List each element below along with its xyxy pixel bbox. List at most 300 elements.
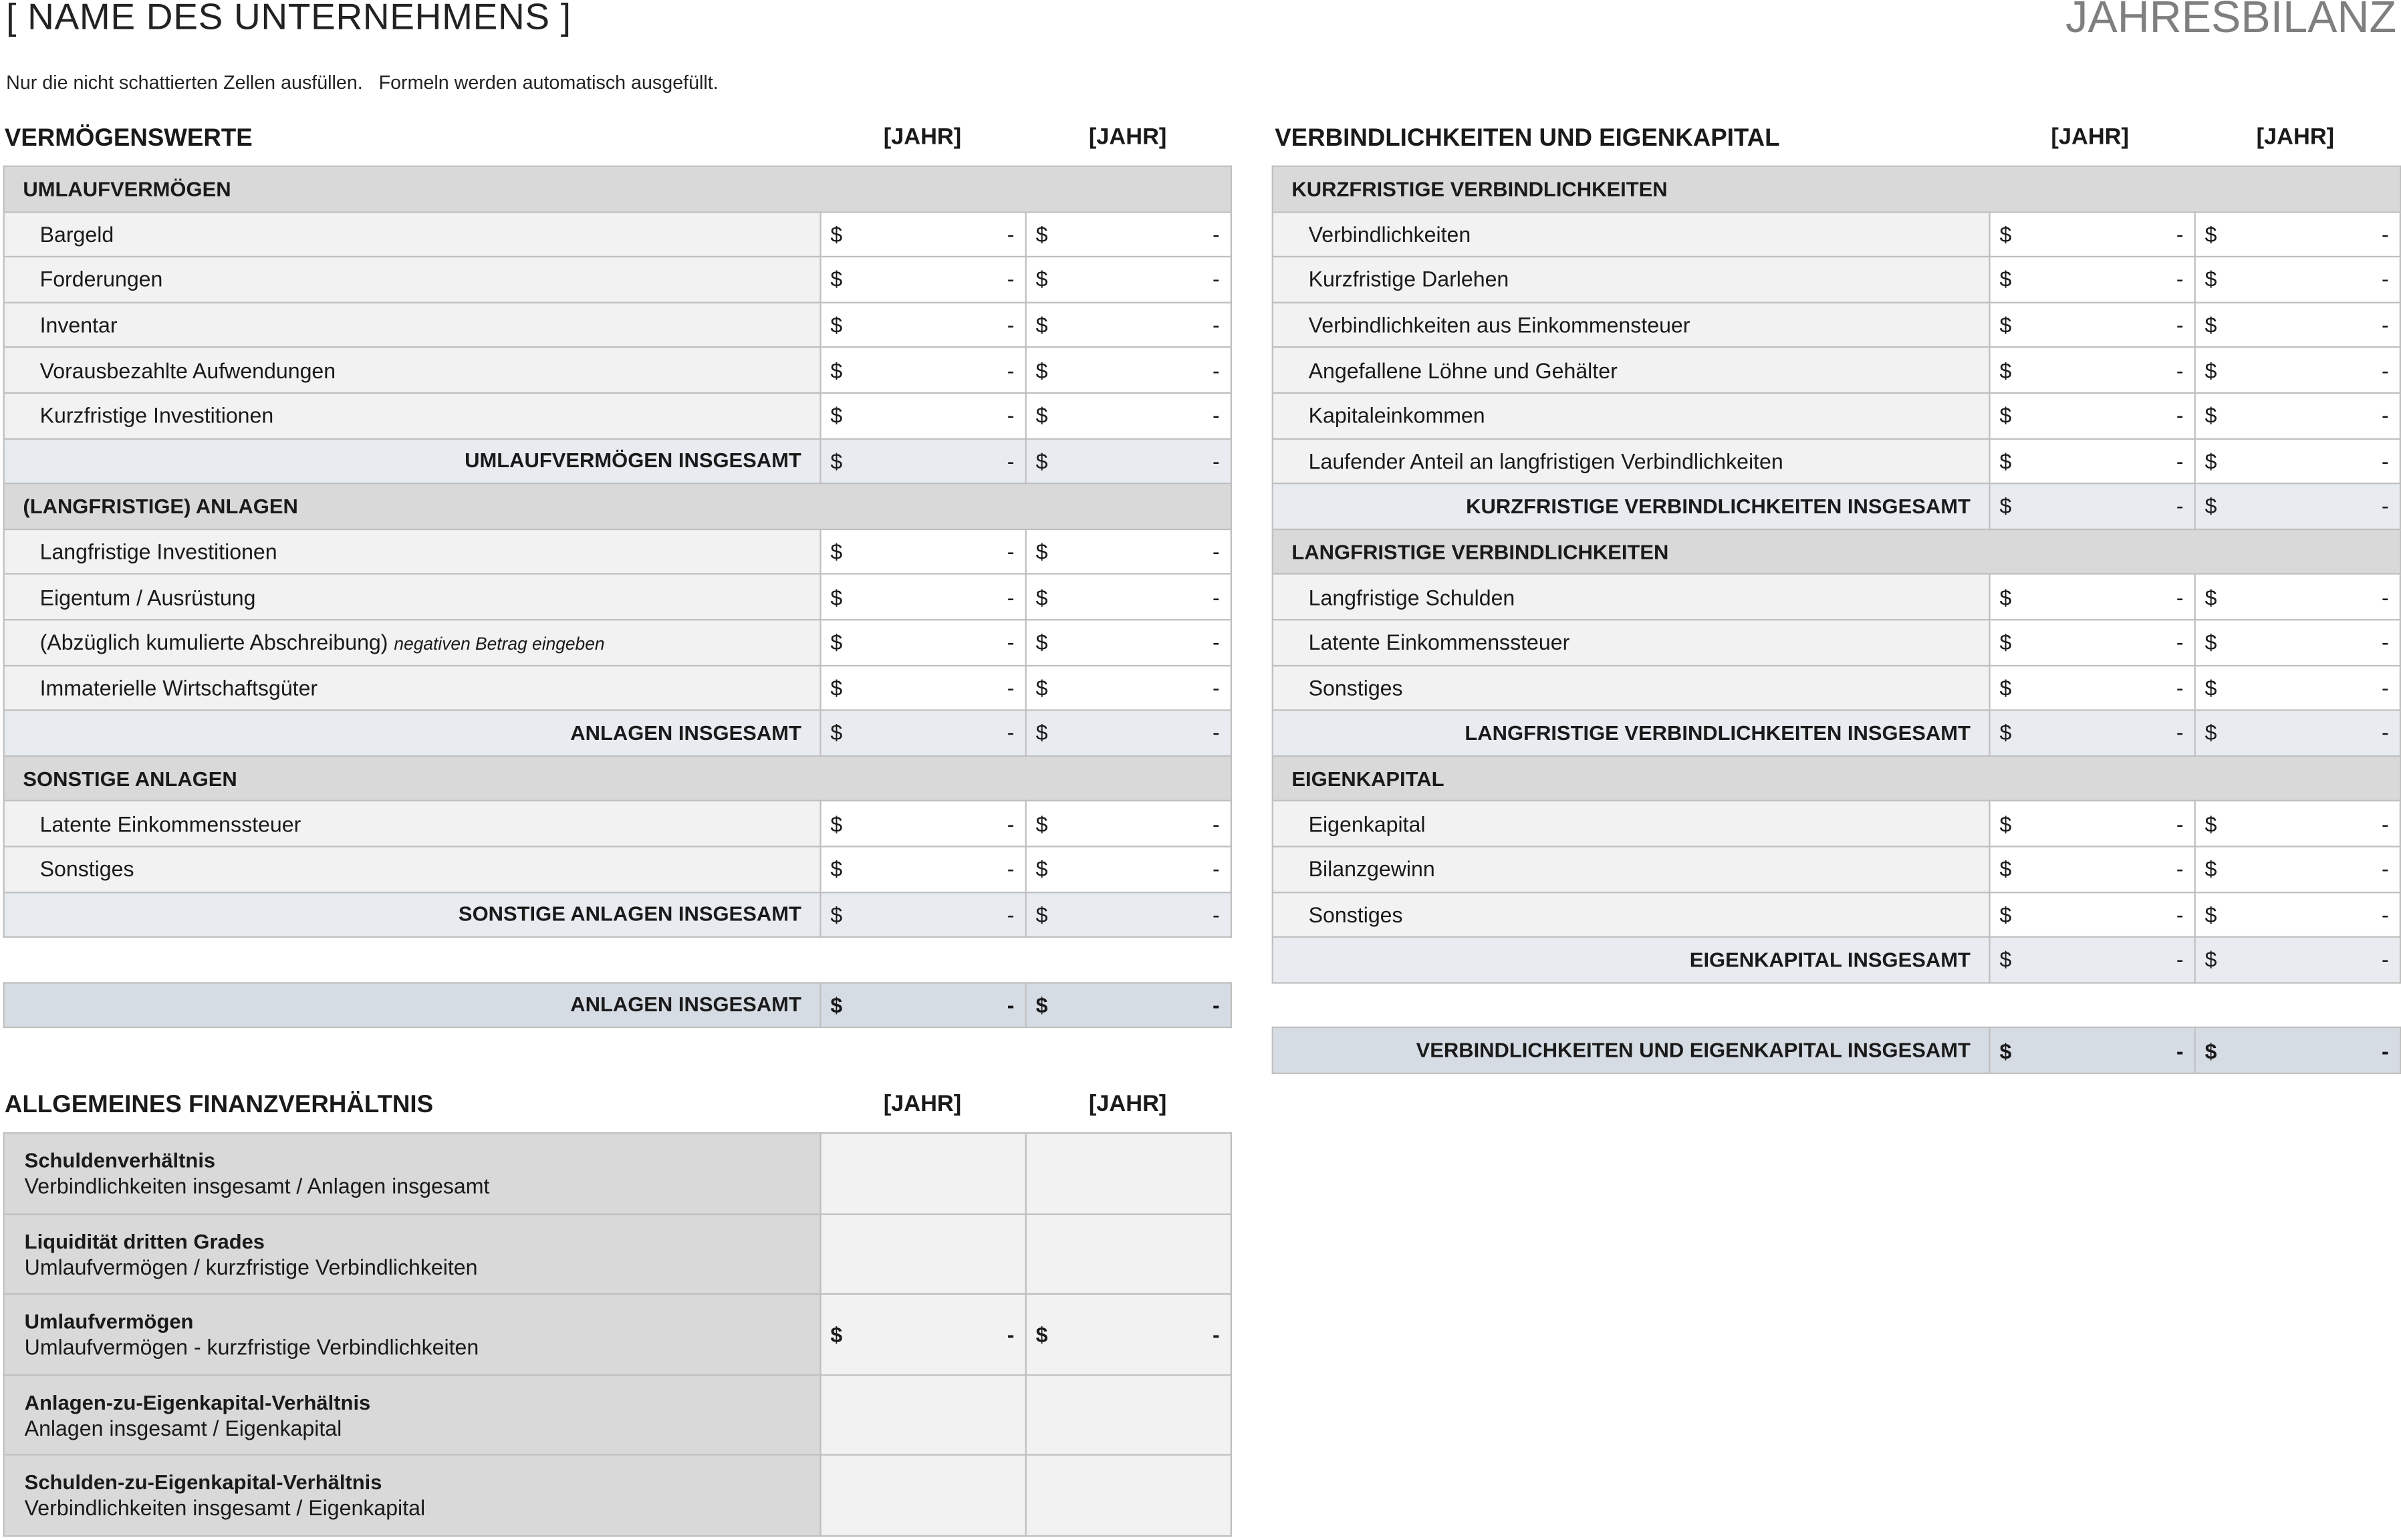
currency-symbol: $ [830,267,843,292]
year-1-amount[interactable] [821,846,1026,892]
amount-value: - [2176,494,2184,519]
amount-value: - [1212,267,1220,292]
currency-symbol: $ [830,856,843,882]
row-label-text: Langfristige Investitionen [39,539,277,564]
currency-symbol: $ [830,539,843,564]
currency-symbol: $ [1035,312,1048,338]
row-label-text: Latente Einkommenssteuer [39,811,301,836]
amount-value: - [2176,222,2184,247]
year-2-amount[interactable] [1026,620,1231,665]
amount-value: - [2176,947,2184,973]
currency-symbol: $ [1999,584,2012,610]
year-1-amount[interactable] [821,302,1026,348]
currency-symbol: $ [1035,630,1048,655]
subtotal-row-equity [1273,937,2400,983]
row-label-text: Angefallene Löhne und Gehälter [1308,358,1618,383]
row-label-text: KURZFRISTIGE VERBINDLICHKEITEN INSGESAMT [1466,495,1971,518]
ratio-value: - [1212,1321,1220,1347]
liabilities-year-2[interactable]: [JAHR] [2256,124,2335,150]
amount-value: - [2382,358,2389,383]
row-label-text: Kurzfristige Investitionen [39,403,274,428]
ratio-value-year-2 [1026,1133,1231,1213]
liabilities-title: VERBINDLICHKEITEN UND EIGENKAPITAL [1275,125,1780,152]
group-header-other [4,756,1231,801]
group-header-longterm [1273,529,2400,574]
ratio-label [4,1133,821,1213]
ratios-year-2[interactable]: [JAHR] [1088,1091,1167,1118]
subtotal-row-current [1273,484,2400,529]
row-label-text: UMLAUFVERMÖGEN INSGESAMT [465,449,801,473]
line-item-row [1273,801,2400,846]
row-label [4,212,821,257]
ratio-value-year-2 [1026,1374,1231,1454]
year-2-amount[interactable] [2195,302,2400,348]
year-1-amount[interactable] [1990,711,2195,756]
amount-value: - [2176,675,2184,700]
currency-symbol: $ [1999,1038,2012,1063]
year-2-amount[interactable] [1026,711,1231,756]
row-label-text: Laufender Anteil an langfristigen Verbindlichkeiten [1308,448,1783,473]
currency-symbol: $ [1999,947,2012,973]
amount-value: - [2382,675,2389,700]
ratio-value-year-1 [821,1214,1026,1294]
ratio-formula: Umlaufvermögen / kurzfristige Verbindlichkeiten [24,1254,478,1279]
currency-symbol: $ [1999,267,2012,292]
year-2-amount[interactable] [2195,257,2400,302]
ratio-label [4,1455,821,1535]
currency-symbol: $ [1999,721,2012,746]
liabilities-year-1[interactable]: [JAHR] [2051,124,2129,150]
row-label-text: Inventar [39,312,118,338]
year-1-amount[interactable] [1990,846,2195,892]
amount-value: - [2382,312,2389,338]
year-2-amount[interactable] [1026,801,1231,846]
year-1-amount[interactable] [821,801,1026,846]
ratio-value-year-2 [1026,1294,1231,1374]
instructions-text: Nur die nicht schattierten Zellen ausfüllen. Formeln werden automatisch ausgefüllt. [6,72,719,94]
group-header-label: EIGENKAPITAL [1273,756,2400,801]
currency-symbol: $ [2204,358,2217,383]
year-1-amount[interactable] [1990,348,2195,393]
year-2-amount[interactable] [1026,302,1231,348]
line-item-row [4,846,1231,892]
amount-value: - [1007,811,1015,836]
amount-value: - [1007,222,1015,247]
row-label [4,529,821,574]
group-header-label: SONSTIGE ANLAGEN [4,756,1231,801]
row-label [1273,846,1990,892]
line-item-row [1273,393,2400,438]
row-label [4,302,821,348]
line-item-row [1273,574,2400,620]
currency-symbol: $ [1035,448,1048,473]
amount-value: - [2382,856,2389,882]
year-1-amount[interactable] [821,892,1026,937]
currency-symbol: $ [1035,993,1048,1018]
row-label [4,983,821,1028]
assets-table [3,166,1232,1029]
row-label-text: Forderungen [39,267,163,292]
row-label [4,257,821,302]
row-note: negativen Betrag eingeben [394,636,605,655]
row-label [1273,1028,1990,1073]
line-item-row [4,393,1231,438]
year-1-amount[interactable] [821,393,1026,438]
row-label-text: Langfristige Schulden [1308,584,1515,610]
row-label-text: (Abzüglich kumulierte Abschreibung) [39,630,388,655]
line-item-row [4,529,1231,574]
row-label-text: Bargeld [39,222,114,247]
group-header-current [4,166,1231,212]
year-1-amount[interactable] [1990,892,2195,937]
currency-symbol: $ [1999,494,2012,519]
year-2-amount[interactable] [1026,983,1231,1028]
row-label [1273,302,1990,348]
group-header-label: UMLAUFVERMÖGEN [4,166,1231,212]
year-2-amount[interactable] [2195,620,2400,665]
ratio-name: Liquidität dritten Grades [24,1230,265,1253]
year-1-amount[interactable] [1990,801,2195,846]
currency-symbol: $ [2204,675,2217,700]
line-item-row [4,574,1231,620]
ratios-title: ALLGEMEINES FINANZVERHÄLTNIS [4,1092,434,1119]
liabilities-table [1272,166,2401,1074]
row-label-text: ANLAGEN INSGESAMT [570,993,801,1017]
currency-symbol: $ [1035,856,1048,882]
amount-value: - [1007,584,1015,610]
amount-value: - [1212,902,1220,927]
year-2-amount[interactable] [2195,846,2400,892]
currency-symbol: $ [1999,222,2012,247]
row-label [1273,665,1990,711]
amount-value: - [1212,584,1220,610]
currency-symbol: $ [1035,721,1048,746]
year-1-amount[interactable] [1990,393,2195,438]
currency-symbol: $ [830,222,843,247]
row-label [4,846,821,892]
line-item-row [4,620,1231,665]
year-2-amount[interactable] [1026,892,1231,937]
currency-symbol: $ [830,403,843,428]
row-label [1273,892,1990,937]
liabilities-grand-total-row [1273,1028,2400,1073]
year-2-amount[interactable] [2195,484,2400,529]
currency-symbol: $ [2204,494,2217,519]
currency-symbol: $ [830,675,843,700]
amount-value: - [2176,403,2184,428]
year-1-amount[interactable] [1990,257,2195,302]
document-title: JAHRESBILANZ [2065,0,2397,43]
line-item-row [1273,348,2400,393]
line-item-row [1273,665,2400,711]
amount-value: - [2382,448,2389,473]
year-1-amount[interactable] [821,438,1026,484]
year-1-amount[interactable] [821,212,1026,257]
row-label [1273,212,1990,257]
amount-value: - [2176,584,2184,610]
currency-symbol: $ [1035,902,1048,927]
year-1-amount[interactable] [821,348,1026,393]
currency-symbol: $ [1035,539,1048,564]
row-label [4,892,821,937]
row-label-text: Verbindlichkeiten [1308,222,1471,247]
currency-symbol: $ [2204,267,2217,292]
row-label-text: VERBINDLICHKEITEN UND EIGENKAPITAL INSGESAMT [1416,1039,1971,1062]
row-label [1273,620,1990,665]
currency-symbol: $ [2204,222,2217,247]
year-1-amount[interactable] [821,665,1026,711]
year-2-amount[interactable] [1026,212,1231,257]
row-label-text: Latente Einkommenssteuer [1308,630,1570,655]
ratio-row [4,1133,1231,1213]
line-item-row [1273,620,2400,665]
year-2-amount[interactable] [1026,348,1231,393]
line-item-row [1273,438,2400,484]
ratio-value-year-2 [1026,1455,1231,1535]
currency-symbol: $ [830,811,843,836]
year-1-amount[interactable] [1990,1028,2195,1073]
ratio-formula: Verbindlichkeiten insgesamt / Anlagen insgesamt [24,1174,490,1199]
amount-value: - [1007,902,1015,927]
amount-value: - [2176,630,2184,655]
currency-symbol: $ [2204,630,2217,655]
currency-symbol: $ [830,448,843,473]
ratios-year-1[interactable]: [JAHR] [883,1091,962,1118]
year-2-amount[interactable] [2195,1028,2400,1073]
ratio-row [4,1214,1231,1294]
currency-symbol: $ [1999,630,2012,655]
ratio-value-year-1 [821,1374,1026,1454]
group-header-label: LANGFRISTIGE VERBINDLICHKEITEN [1273,529,2400,574]
row-label-text: EIGENKAPITAL INSGESAMT [1689,948,1971,972]
currency-symbol: $ [830,902,843,927]
year-2-amount[interactable] [2195,711,2400,756]
assets-title: VERMÖGENSWERTE [4,125,253,152]
amount-value: - [1007,358,1015,383]
amount-value: - [2382,494,2389,519]
row-label-text: Vorausbezahlte Aufwendungen [39,358,336,383]
assets-section-heading [5,120,1231,160]
line-item-row [1273,212,2400,257]
row-label [1273,937,1990,983]
amount-value: - [1212,222,1220,247]
ratio-value-year-2 [1026,1214,1231,1294]
ratio-row [4,1294,1231,1374]
amount-value: - [1007,403,1015,428]
amount-value: - [2176,1038,2184,1063]
ratio-name: Anlagen-zu-Eigenkapital-Verhältnis [24,1390,371,1414]
year-1-amount[interactable] [821,620,1026,665]
row-label [1273,574,1990,620]
ratios-table [3,1132,1232,1536]
amount-value: - [2176,856,2184,882]
year-1-amount[interactable] [1990,620,2195,665]
assets-year-2[interactable]: [JAHR] [1088,124,1167,150]
amount-value: - [1212,448,1220,473]
currency-symbol: $ [1035,222,1048,247]
amount-value: - [2176,267,2184,292]
amount-value: - [2382,584,2389,610]
amount-value: - [1007,675,1015,700]
year-1-amount[interactable] [1990,665,2195,711]
row-label-text: Sonstiges [1308,902,1403,927]
row-label-text: Sonstiges [1308,675,1403,700]
currency-symbol: $ [830,1321,843,1347]
company-name[interactable]: [ NAME DES UNTERNEHMENS ] [6,0,572,39]
line-item-row [4,348,1231,393]
row-label-text: Verbindlichkeiten aus Einkommensteuer [1308,312,1690,338]
year-1-amount[interactable] [1990,484,2195,529]
row-label [1273,484,1990,529]
year-2-amount[interactable] [2195,348,2400,393]
year-2-amount[interactable] [1026,665,1231,711]
amount-value: - [1212,630,1220,655]
currency-symbol: $ [2204,403,2217,428]
amount-value: - [1212,675,1220,700]
line-item-row [4,665,1231,711]
currency-symbol: $ [830,358,843,383]
ratio-label [4,1214,821,1294]
row-label-text: Sonstiges [39,856,134,882]
amount-value: - [1212,403,1220,428]
line-item-row [4,212,1231,257]
currency-symbol: $ [1999,358,2012,383]
currency-symbol: $ [1035,403,1048,428]
row-label-text: Kurzfristige Darlehen [1308,267,1509,292]
currency-symbol: $ [2204,856,2217,882]
ratio-value: - [1007,1321,1015,1347]
row-label [4,393,821,438]
ratio-formula: Anlagen insgesamt / Eigenkapital [24,1415,342,1440]
year-2-amount[interactable] [1026,846,1231,892]
year-1-amount[interactable] [821,711,1026,756]
currency-symbol: $ [1999,675,2012,700]
currency-symbol: $ [1999,448,2012,473]
currency-symbol: $ [1999,856,2012,882]
amount-value: - [2382,267,2389,292]
amount-value: - [1007,630,1015,655]
year-2-amount[interactable] [2195,892,2400,937]
currency-symbol: $ [1035,267,1048,292]
currency-symbol: $ [1035,1321,1048,1347]
currency-symbol: $ [830,630,843,655]
year-1-amount[interactable] [821,529,1026,574]
year-1-amount[interactable] [821,257,1026,302]
year-2-amount[interactable] [1026,257,1231,302]
row-label [1273,348,1990,393]
year-2-amount[interactable] [2195,937,2400,983]
year-2-amount[interactable] [2195,801,2400,846]
currency-symbol: $ [1035,811,1048,836]
currency-symbol: $ [2204,584,2217,610]
ratio-formula: Verbindlichkeiten insgesamt / Eigenkapital [24,1495,426,1521]
subtotal-row-longterm [1273,711,2400,756]
amount-value: - [2176,448,2184,473]
year-2-amount[interactable] [2195,574,2400,620]
currency-symbol: $ [2204,312,2217,338]
liabilities-section-heading [1275,120,2401,160]
currency-symbol: $ [830,312,843,338]
amount-value: - [2382,947,2389,973]
ratio-value-year-1 [821,1455,1026,1535]
line-item-row [4,302,1231,348]
row-label-text: Kapitaleinkommen [1308,403,1485,428]
currency-symbol: $ [2204,947,2217,973]
amount-value: - [1007,539,1015,564]
row-label-text: Eigenkapital [1308,811,1426,836]
amount-value: - [2382,403,2389,428]
year-1-amount[interactable] [1990,302,2195,348]
year-1-amount[interactable] [821,983,1026,1028]
currency-symbol: $ [1999,403,2012,428]
year-2-amount[interactable] [1026,393,1231,438]
year-2-amount[interactable] [1026,438,1231,484]
currency-symbol: $ [830,721,843,746]
year-1-amount[interactable] [1990,937,2195,983]
year-2-amount[interactable] [2195,212,2400,257]
year-2-amount[interactable] [1026,574,1231,620]
amount-value: - [2176,902,2184,927]
year-2-amount[interactable] [2195,438,2400,484]
amount-value: - [2176,312,2184,338]
year-1-amount[interactable] [1990,212,2195,257]
currency-symbol: $ [2204,811,2217,836]
amount-value: - [1007,267,1015,292]
row-label-text: LANGFRISTIGE VERBINDLICHKEITEN INSGESAMT [1465,721,1971,745]
assets-year-1[interactable]: [JAHR] [883,124,962,150]
ratio-formula: Umlaufvermögen - kurzfristige Verbindlichkeiten [24,1335,479,1360]
line-item-row [1273,302,2400,348]
year-2-amount[interactable] [2195,665,2400,711]
amount-value: - [1007,312,1015,338]
ratios-section-heading [5,1086,1231,1126]
row-label [4,665,821,711]
ratio-name: Schulden-zu-Eigenkapital-Verhältnis [24,1471,382,1495]
row-label [4,348,821,393]
amount-value: - [1007,856,1015,882]
amount-value: - [1212,721,1220,746]
year-1-amount[interactable] [1990,438,2195,484]
group-header-label: (LANGFRISTIGE) ANLAGEN [4,484,1231,529]
year-2-amount[interactable] [1026,529,1231,574]
year-1-amount[interactable] [821,574,1026,620]
amount-value: - [2176,721,2184,746]
year-1-amount[interactable] [1990,574,2195,620]
row-label-text: Immaterielle Wirtschaftsgüter [39,675,318,700]
currency-symbol: $ [2204,1038,2217,1063]
amount-value: - [2382,630,2389,655]
line-item-row [4,257,1231,302]
line-item-row [1273,846,2400,892]
row-label [1273,711,1990,756]
currency-symbol: $ [2204,902,2217,927]
row-label [1273,801,1990,846]
row-label-text: SONSTIGE ANLAGEN INSGESAMT [458,902,801,926]
currency-symbol: $ [830,993,843,1018]
currency-symbol: $ [1999,312,2012,338]
line-item-row [1273,892,2400,937]
row-label-text: Eigentum / Ausrüstung [39,584,256,610]
amount-value: - [1007,448,1015,473]
amount-value: - [2382,222,2389,247]
year-2-amount[interactable] [2195,393,2400,438]
ratio-name: Umlaufvermögen [24,1310,194,1333]
row-label-text: ANLAGEN INSGESAMT [570,721,801,745]
ratio-label [4,1294,821,1374]
currency-symbol: $ [1035,358,1048,383]
currency-symbol: $ [1999,811,2012,836]
row-label [1273,393,1990,438]
